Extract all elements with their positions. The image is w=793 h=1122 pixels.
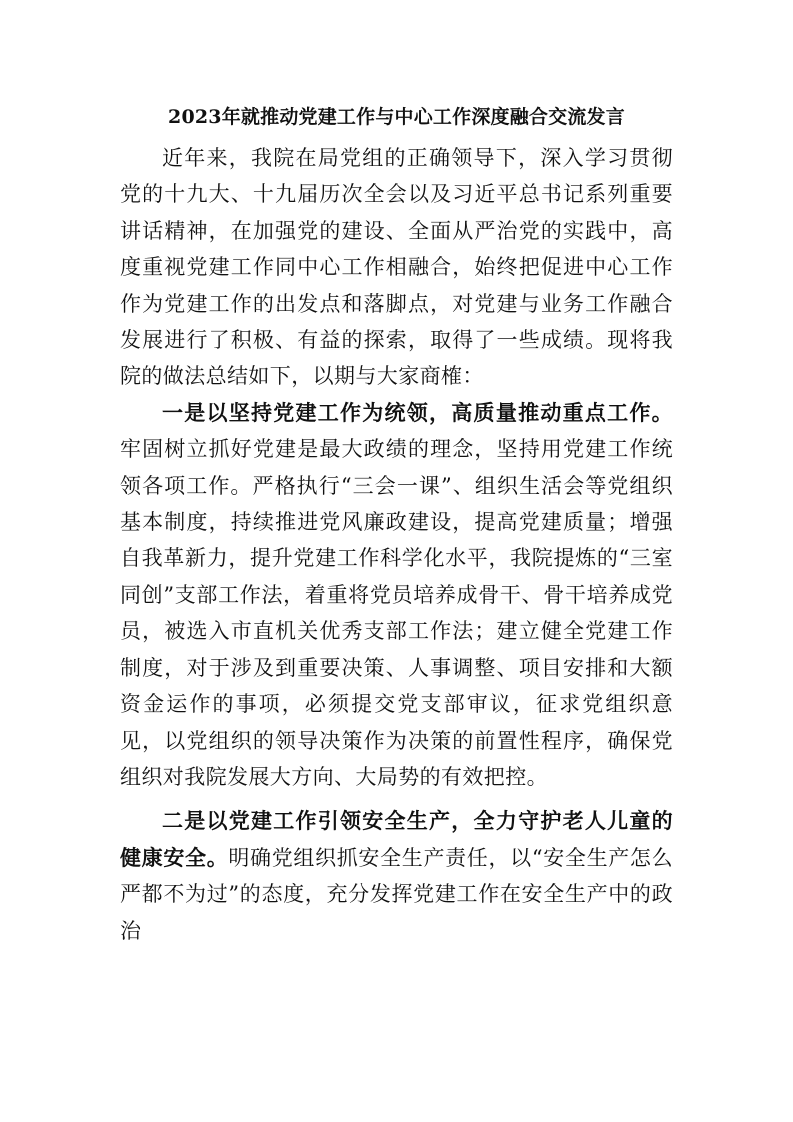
document-title: 2023年就推动党建工作与中心工作深度融合交流发言 — [168, 106, 625, 128]
paragraph-lead: 一是以坚持党建工作为统领，高质量推动重点工作。 — [162, 399, 673, 425]
paragraph-text: 明确党组织抓安全生产责任，以“安全生产怎么严都不为过”的态度，充分发挥党建工作在安全生产中的政治 — [120, 845, 673, 943]
paragraph-text: 牢固树立抓好党建是最大政绩的理念，坚持用党建工作统领各项工作。严格执行“三会一课”、组织生活会等党组织基本制度，持续推进党风廉政建设，提高党建质量；增强自我革新力，提升党建工作科学化水平，我院提炼的“三室同创”支部工作法，着重将党员培养成骨干、骨干培养成党员，被选入市直机关优秀支部工作法；建立健全党建工作制度，对于涉及到重要决策、人事调整、项目安排和大额资金运作的事项，必须提交党支部审议，征求党组织意见，以党组织的领导决策作为决策的前置性程序，确保党组织对我院发展大方向、大局势的有效把控。 — [120, 437, 673, 789]
paragraph-point-1 — [120, 395, 673, 795]
document-body — [120, 140, 673, 949]
paragraph-text: 近年来，我院在局党组的正确领导下，深入学习贯彻党的十九大、十九届历次全会以及习近平总书记系列重要讲话精神，在加强党的建设、全面从严治党的实践中，高度重视党建工作同中心工作相融合，始终把促进中心工作作为党建工作的出发点和落脚点，对党建与业务工作融合发展进行了积极、有益的探索，取得了一些成绩。现将我院的做法总结如下，以期与大家商榷： — [120, 146, 673, 389]
paragraph-intro — [120, 140, 673, 395]
paragraph-point-2 — [120, 803, 673, 949]
paragraph-lead: 二是以党建工作引领安全生产，全力守护老人儿童的健康安全。 — [120, 808, 673, 870]
